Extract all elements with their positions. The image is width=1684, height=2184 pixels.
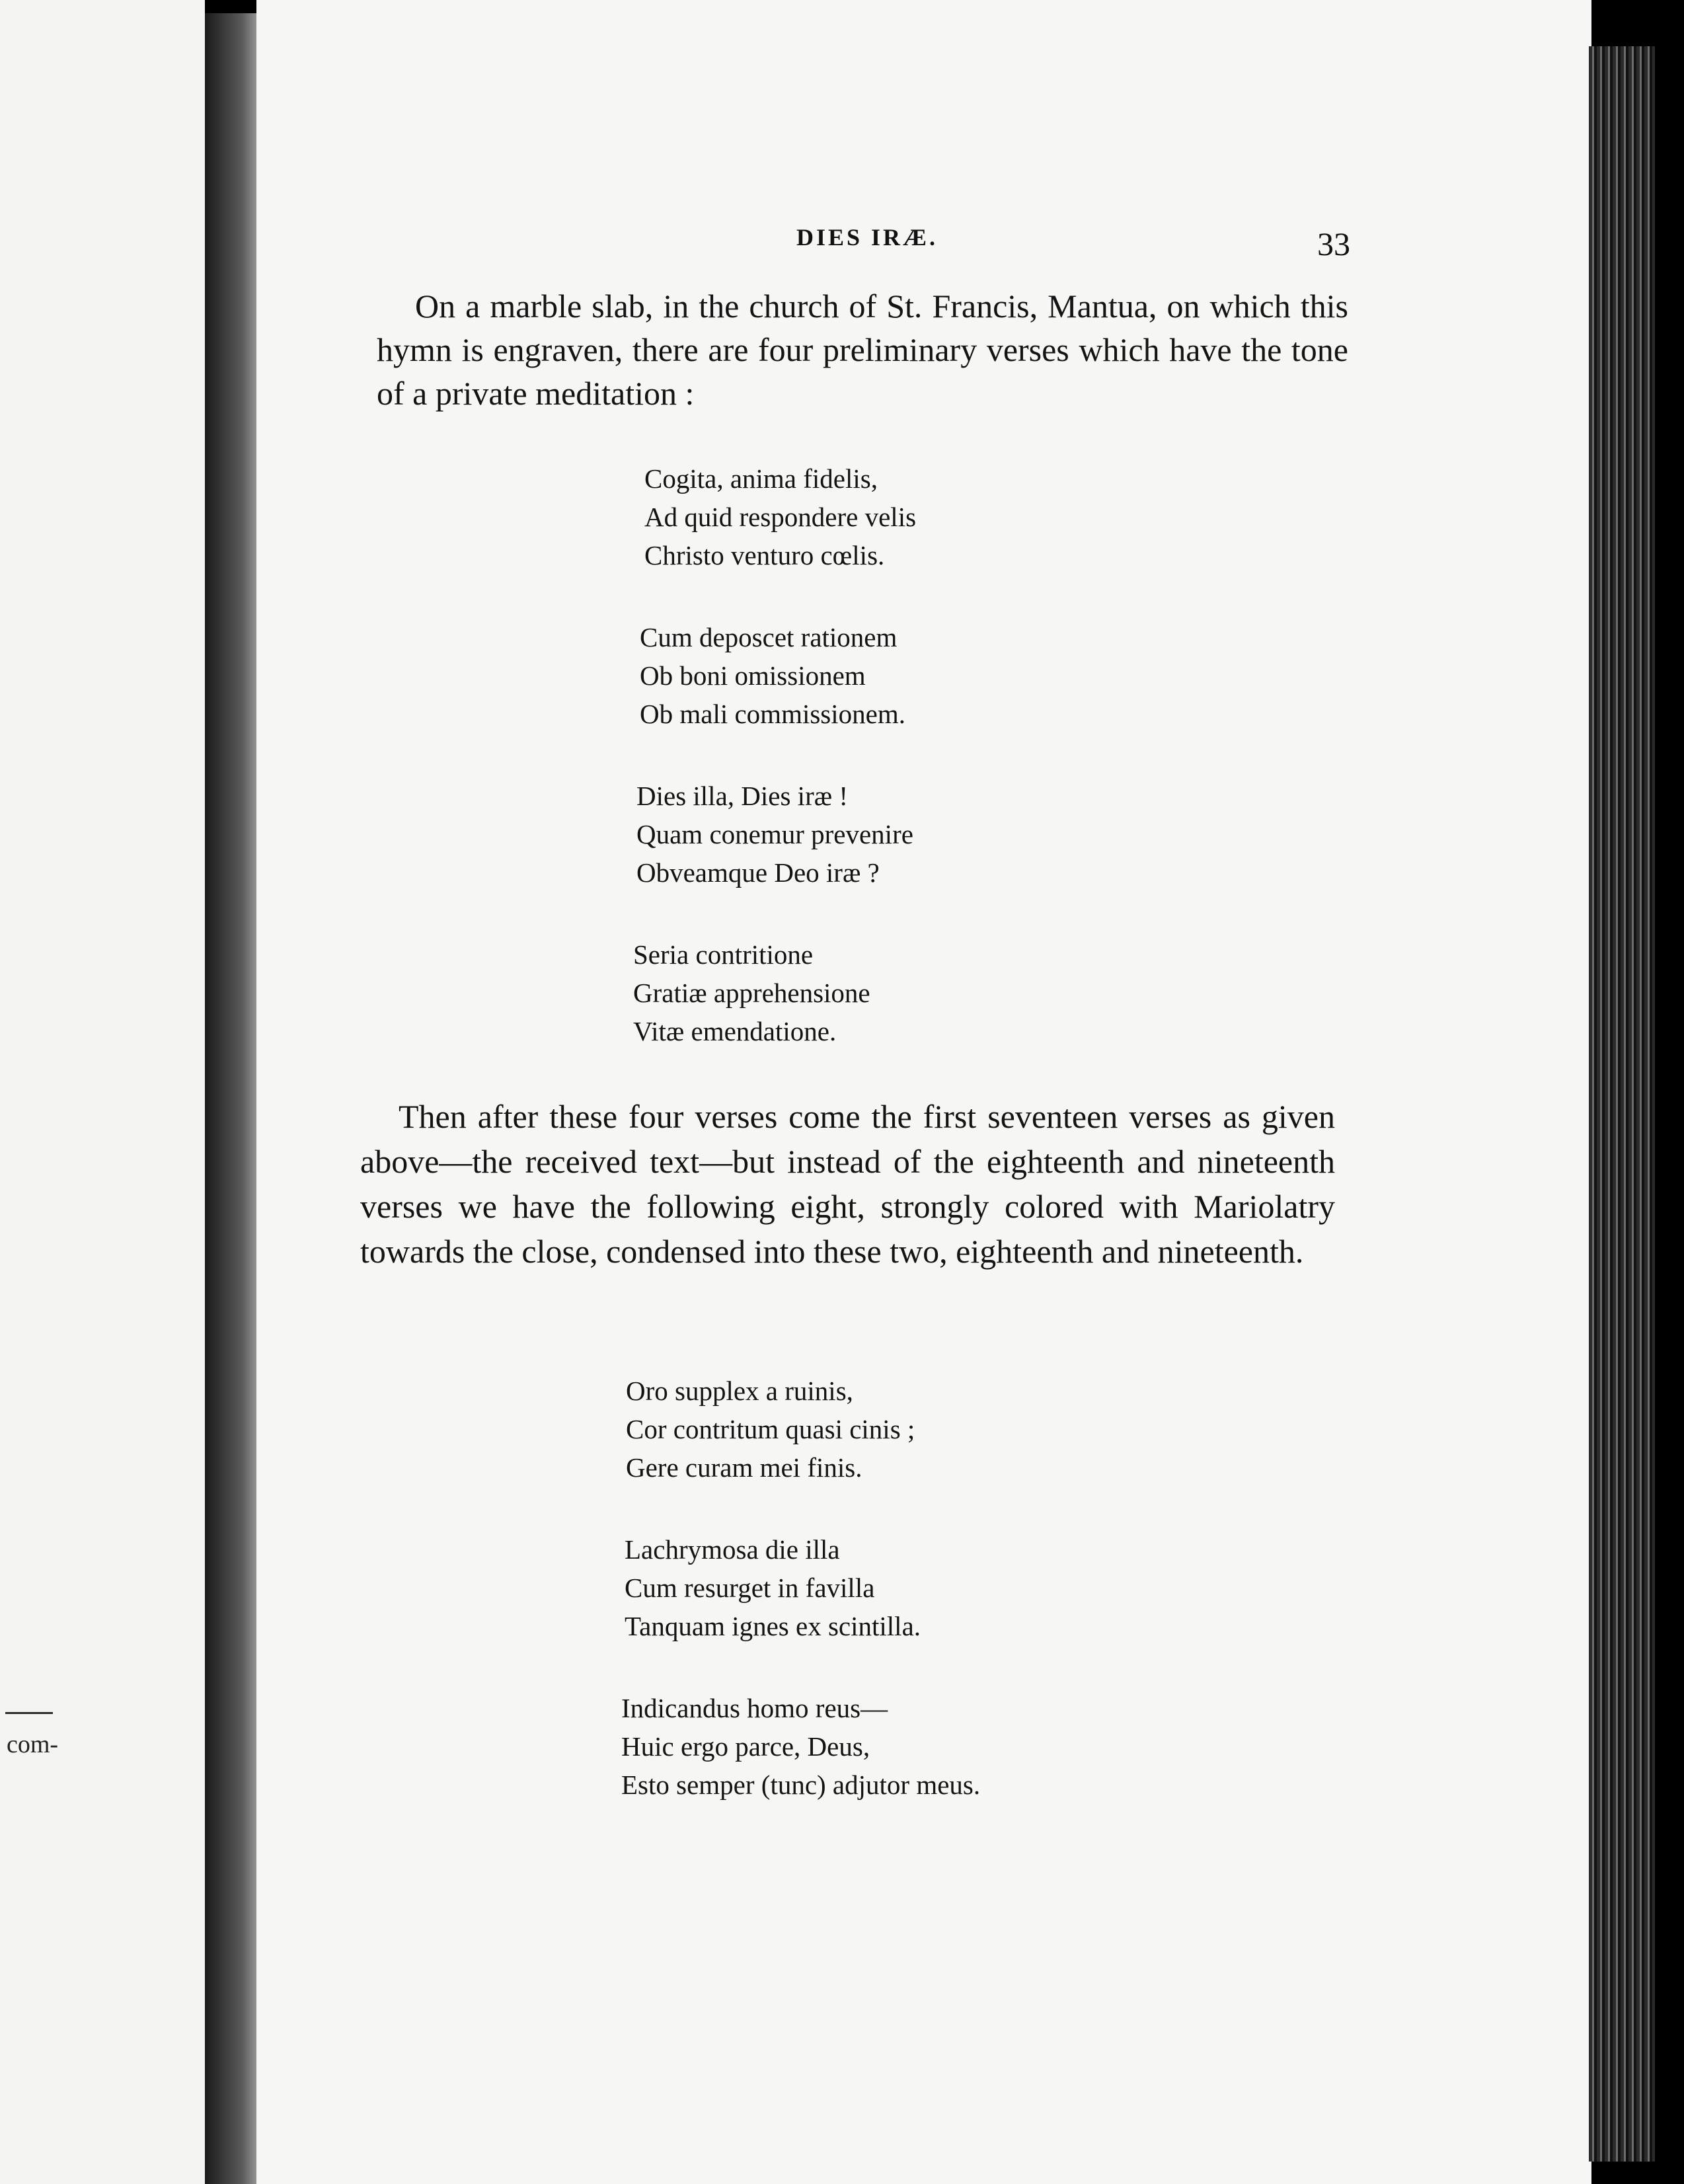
- stanza: [640, 618, 905, 733]
- facing-page-fragment: com-: [7, 1731, 59, 1758]
- verse-line: Seria contritione: [633, 939, 814, 970]
- verse-line: Gere curam mei finis.: [626, 1452, 862, 1483]
- verse-line: Quam conemur prevenire: [636, 819, 913, 849]
- verse-line: Ad quid respondere velis: [644, 502, 917, 532]
- verse-line: Vitæ emendatione.: [633, 1016, 837, 1046]
- paragraph-intro: On a marble slab, in the church of St. Francis, Mantua, on which this hymn is engraven, there are four preliminary verses which have the tone of a private meditation :: [377, 288, 1348, 412]
- verse-line: Ob mali commissionem.: [640, 699, 905, 729]
- verse-line: Esto semper (tunc) adjutor meus.: [621, 1770, 981, 1800]
- footnote-rule: [5, 1712, 53, 1714]
- verse-line: Cum resurget in favilla: [625, 1573, 875, 1603]
- paragraph-transition: Then after these four verses come the first seventeen verses as given above—the received text—but instead of the eighteenth and nineteenth verses we have the following eight, strongly colored with Mariolatry towards the close, condensed into these two, eighteenth and nineteenth.: [360, 1098, 1335, 1270]
- verse-line: Cor contritum quasi cinis ;: [626, 1414, 915, 1444]
- book-gutter: [205, 13, 258, 2184]
- verse-line: Obveamque Deo iræ ?: [636, 857, 880, 888]
- verse-line: Huic ergo parce, Deus,: [621, 1731, 870, 1762]
- facing-page-edge: [0, 0, 205, 2184]
- running-head: DIES IRÆ.: [796, 224, 938, 251]
- stanza: [621, 1689, 980, 1804]
- stanza: [636, 777, 913, 892]
- stanza: [626, 1372, 915, 1487]
- page-number: 33: [1317, 225, 1350, 262]
- verse-line: Cum deposcet rationem: [640, 622, 898, 652]
- verse-line: Oro supplex a ruinis,: [626, 1376, 853, 1406]
- verse-line: Ob boni omissionem: [640, 660, 866, 691]
- verse-line: Tanquam ignes ex scintilla.: [625, 1611, 921, 1641]
- verse-line: Dies illa, Dies iræ !: [636, 781, 848, 811]
- stanza: [633, 935, 870, 1050]
- verse-line: Gratiæ apprehensione: [633, 978, 870, 1008]
- verse-line: Indicandus homo reus—: [621, 1693, 888, 1723]
- page-edges: [1589, 46, 1655, 2162]
- stanza: [644, 459, 916, 574]
- verse-line: Lachrymosa die illa: [625, 1534, 840, 1565]
- verse-line: Cogita, anima fidelis,: [644, 463, 878, 494]
- stanza: [625, 1530, 921, 1645]
- verse-line: Christo venturo cœlis.: [644, 540, 885, 570]
